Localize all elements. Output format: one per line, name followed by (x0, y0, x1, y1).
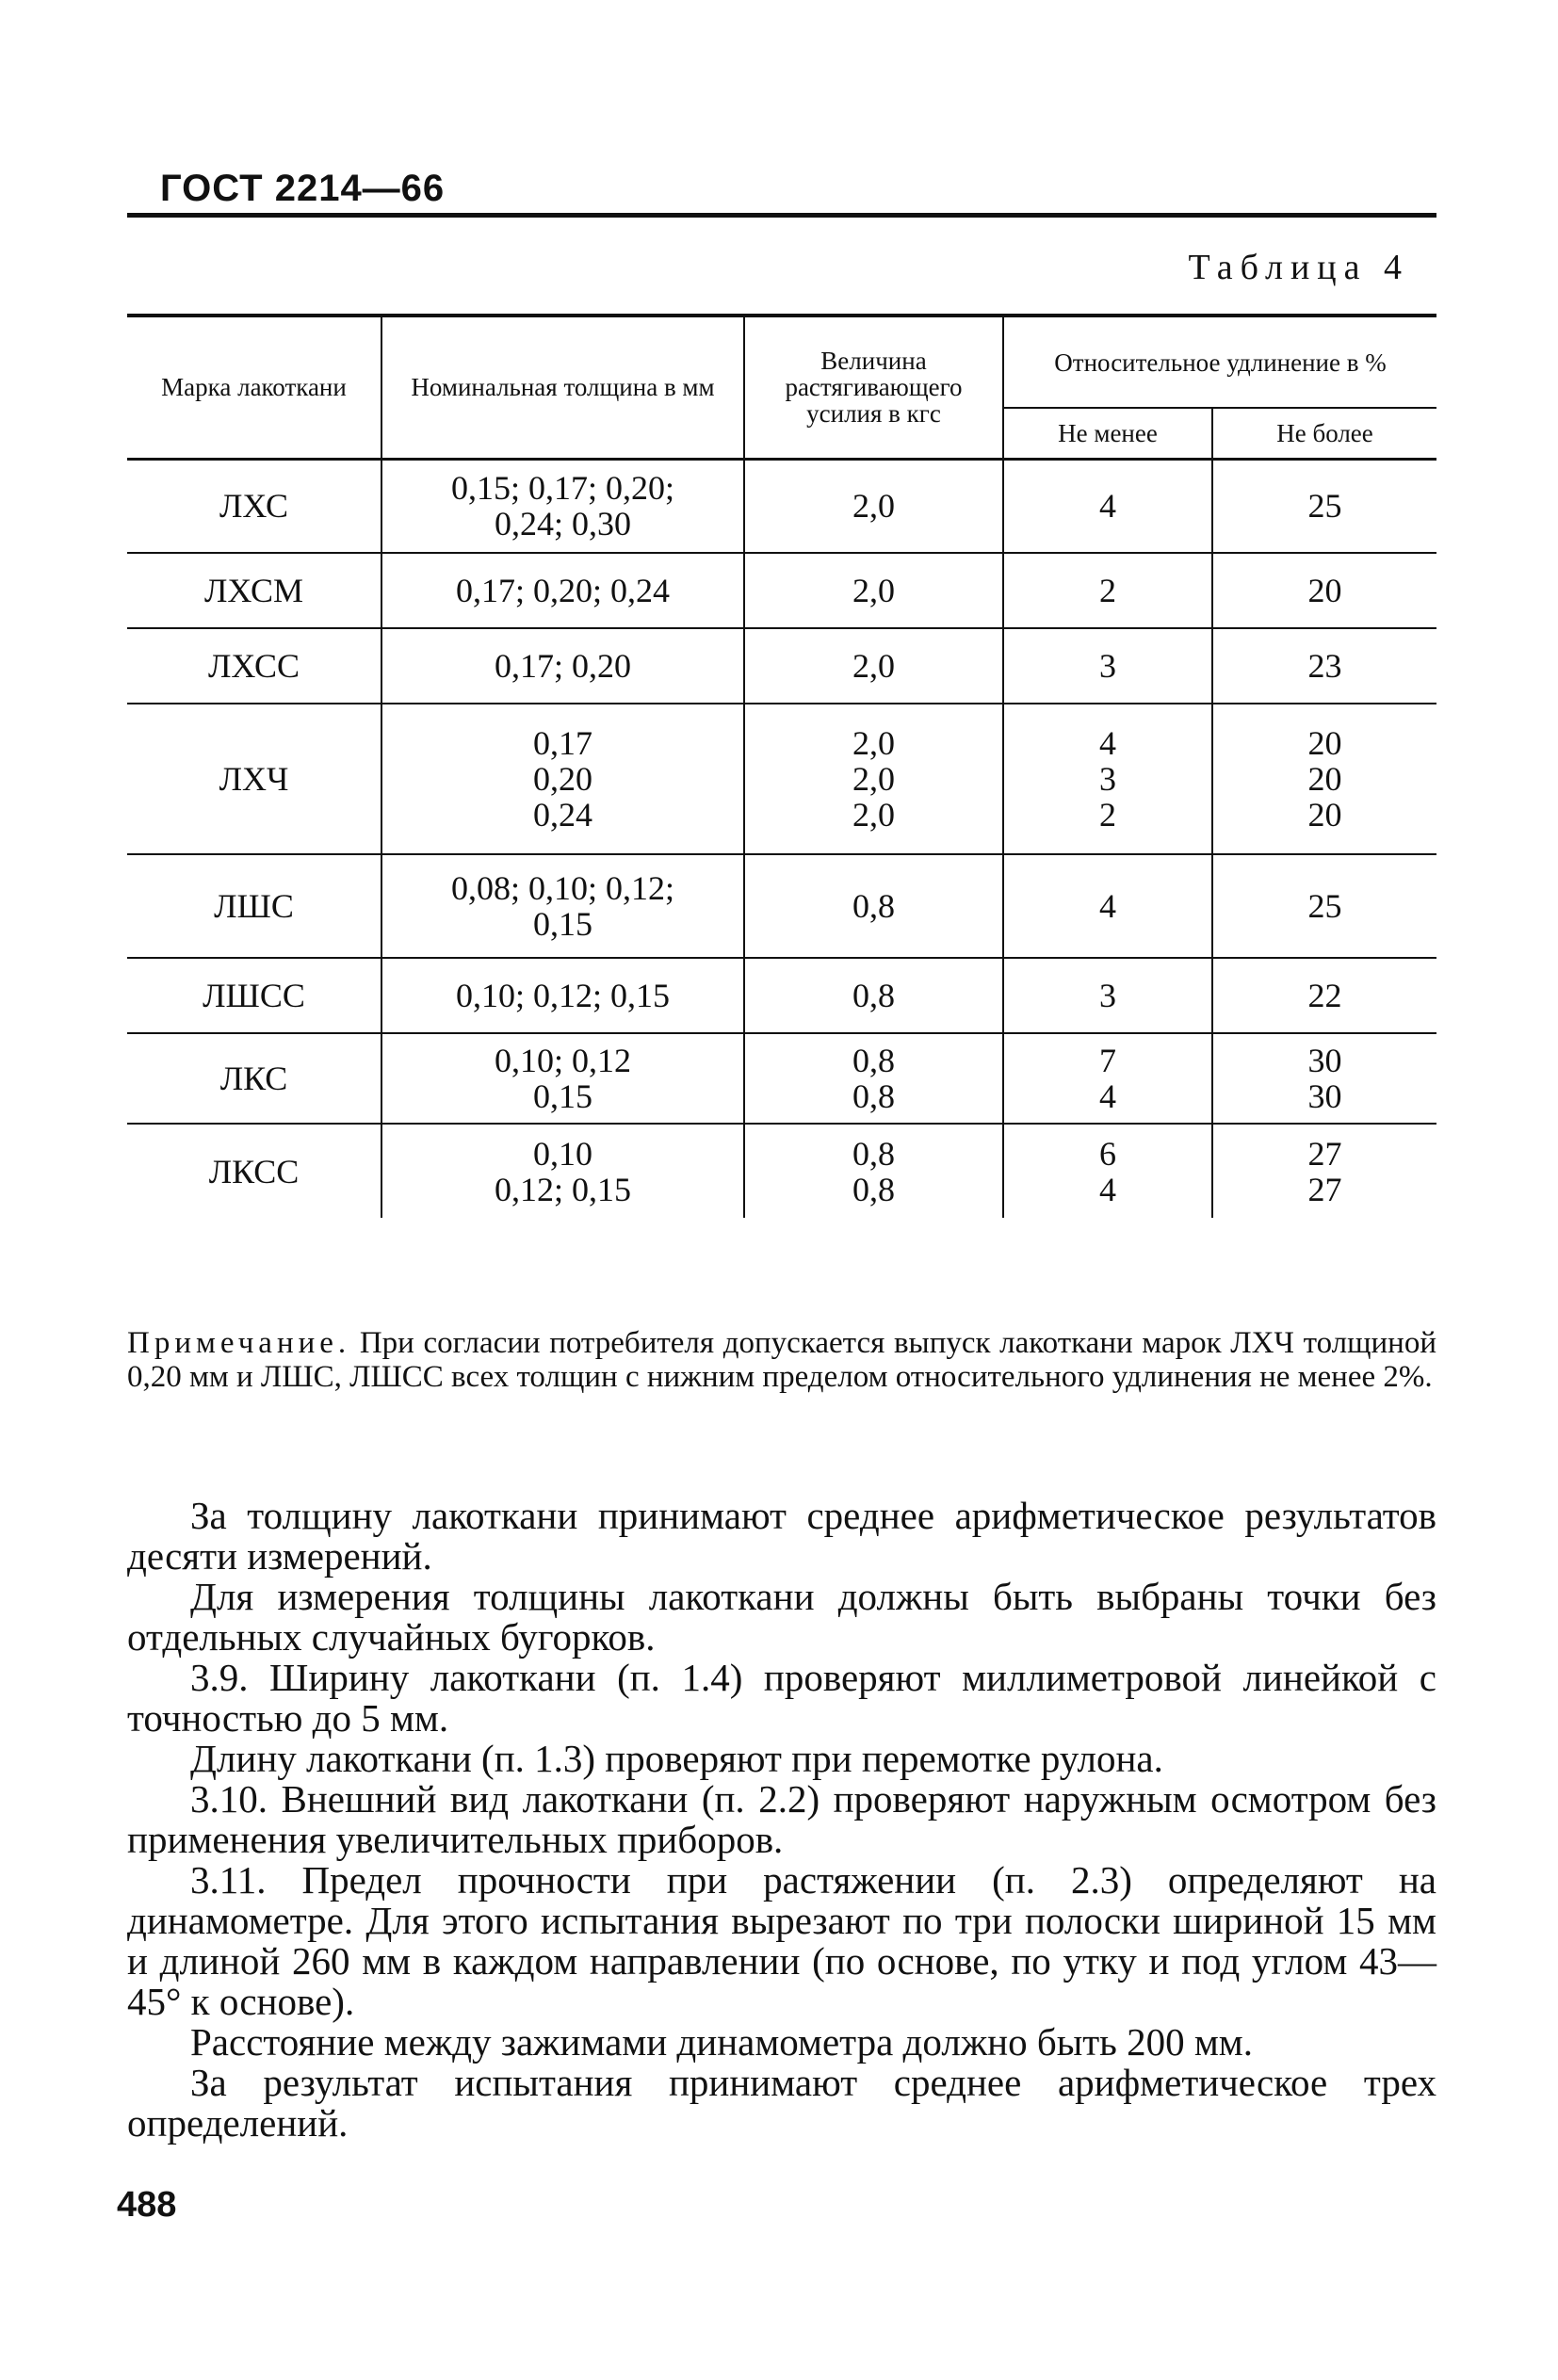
cell-force (744, 553, 1003, 628)
cell-force (744, 704, 1003, 854)
cell-thickness-line: 0,15; 0,17; 0,20; (450, 469, 674, 508)
cell-elongation-min-line: 2 (1099, 796, 1116, 834)
cell-force (744, 1033, 1003, 1124)
cell-force-line: 2,0 (852, 760, 895, 798)
cell-thickness-line: 0,24; 0,30 (494, 505, 631, 543)
cell-force-line: 2,0 (852, 796, 895, 834)
cell-force-line: 0,8 (852, 977, 895, 1014)
cell-thickness-line: 0,15 (533, 905, 592, 943)
cell-thickness-line: 0,10; 0,12; 0,15 (455, 977, 670, 1014)
cell-elongation-min-line: 4 (1099, 1077, 1116, 1115)
table-row (127, 704, 1436, 854)
note-label: Примечание. (127, 1326, 351, 1360)
cell-elongation-max-line: 30 (1307, 1077, 1342, 1115)
table-header (127, 316, 1436, 459)
cell-elongation-min-line: 4 (1099, 487, 1116, 526)
col-header-max: Не более (1212, 408, 1436, 459)
table-row (127, 1033, 1436, 1124)
paragraph: Для измерения толщины лакоткани должны быть выбраны точки без отдельных случайных бугорков. (127, 1575, 1436, 1659)
cell-elongation-min (1003, 459, 1212, 553)
cell-thickness (381, 553, 744, 628)
cell-elongation-max-line: 27 (1307, 1134, 1342, 1173)
cell-elongation-max-line: 27 (1307, 1170, 1342, 1208)
cell-thickness-line: 0,10 (533, 1134, 592, 1173)
cell-thickness (381, 628, 744, 704)
cell-elongation-max (1212, 1124, 1436, 1218)
cell-force-line: 0,8 (852, 887, 895, 925)
cell-grade: ЛКС (219, 1060, 288, 1097)
cell-elongation-min-line: 6 (1099, 1134, 1116, 1173)
cell-elongation-max-line: 30 (1307, 1042, 1342, 1079)
cell-elongation-min (1003, 854, 1212, 958)
cell-elongation-min-line: 4 (1099, 1170, 1116, 1208)
cell-elongation-max-line: 20 (1307, 572, 1342, 609)
cell-grade: ЛХС (219, 487, 289, 526)
cell-elongation-max-line: 20 (1307, 724, 1342, 762)
cell-elongation-min (1003, 553, 1212, 628)
table-row (127, 628, 1436, 704)
standard-number: ГОСТ 2214—66 (160, 168, 446, 209)
paragraph: Расстояние между зажимами динамометра должно быть 200 мм. (190, 2020, 1254, 2064)
cell-elongation-min-line: 2 (1099, 572, 1116, 609)
cell-grade: ЛШС (214, 887, 294, 925)
cell-thickness (381, 459, 744, 553)
cell-elongation-min-line: 3 (1099, 647, 1116, 685)
cell-elongation-min-line: 4 (1099, 887, 1116, 925)
cell-thickness (381, 704, 744, 854)
table-body (127, 459, 1436, 1218)
body-text (127, 1496, 1436, 2144)
cell-thickness (381, 958, 744, 1033)
paragraph: За толщину лакоткани принимают среднее арифметическое результатов десяти измерений. (127, 1494, 1436, 1578)
cell-thickness-line: 0,15 (533, 1077, 592, 1115)
cell-thickness-line: 0,17; 0,20 (494, 647, 631, 685)
cell-force-line: 2,0 (852, 487, 895, 526)
paragraph: 3.11. Предел прочности при растяжении (п. 2.3) определяют на динамометре. Для этого испытания вырезают по три полоски шириной 15 мм и длиной 260 мм в каждом направлении (по основе, по утку и под углом 43—45° к основе). (127, 1858, 1436, 2023)
cell-force-line: 2,0 (852, 572, 895, 609)
cell-thickness-line: 0,17 (533, 724, 592, 762)
cell-force (744, 1124, 1003, 1218)
note-text: При согласии потребителя допускается выпуск лакоткани марок ЛХЧ толщиной 0,20 мм и ЛШС, ЛШСС всех толщин с нижним пределом относительного удлинения не менее 2%. (127, 1326, 1436, 1394)
cell-elongation-min-line: 3 (1099, 760, 1116, 798)
table-note (127, 1326, 1436, 1394)
cell-thickness-line: 0,10; 0,12 (494, 1042, 631, 1079)
cell-elongation-max-line: 20 (1307, 796, 1342, 834)
cell-elongation-min-line: 7 (1099, 1042, 1116, 1079)
col-header-min: Не менее (1003, 408, 1212, 459)
cell-grade: ЛШСС (203, 977, 305, 1014)
cell-elongation-max-line: 23 (1307, 647, 1342, 685)
cell-elongation-max (1212, 459, 1436, 553)
cell-elongation-max-line: 25 (1307, 887, 1342, 925)
cell-grade: ЛХСМ (203, 572, 304, 609)
cell-force-line: 2,0 (852, 724, 895, 762)
cell-thickness-line: 0,12; 0,15 (494, 1170, 631, 1208)
col-header-force: Величина растягивающего усилия в кгс (744, 316, 1003, 459)
table-caption: Таблица 4 (1188, 248, 1409, 287)
table-row (127, 854, 1436, 958)
cell-elongation-max (1212, 704, 1436, 854)
paragraph: 3.10. Внешний вид лакоткани (п. 2.2) проверяют наружным осмотром без применения увеличительных приборов. (127, 1777, 1436, 1861)
header-rule (127, 213, 1436, 218)
cell-elongation-max (1212, 1033, 1436, 1124)
cell-elongation-max (1212, 553, 1436, 628)
cell-elongation-min-line: 3 (1099, 977, 1116, 1014)
paragraph: Длину лакоткани (п. 1.3) проверяют при перемотке рулона. (190, 1737, 1163, 1780)
paragraph: 3.9. Ширину лакоткани (п. 1.4) проверяют миллиметровой линейкой с точностью до 5 мм. (127, 1656, 1436, 1740)
cell-grade: ЛХСС (207, 647, 300, 685)
table-row (127, 553, 1436, 628)
cell-thickness (381, 1033, 744, 1124)
page-number: 488 (117, 2185, 177, 2225)
cell-force (744, 958, 1003, 1033)
cell-thickness (381, 854, 744, 958)
cell-grade: ЛХЧ (219, 760, 289, 798)
cell-elongation-max-line: 20 (1307, 760, 1342, 798)
cell-elongation-max-line: 25 (1307, 487, 1342, 526)
cell-force (744, 459, 1003, 553)
cell-elongation-min (1003, 628, 1212, 704)
col-header-elongation: Относительное удлинение в % (1003, 316, 1436, 408)
col-header-grade: Марка лакоткани (127, 316, 381, 459)
cell-thickness (381, 1124, 744, 1218)
cell-thickness-line: 0,20 (533, 760, 592, 798)
table-row (127, 1124, 1436, 1218)
cell-elongation-min (1003, 958, 1212, 1033)
cell-grade: ЛКСС (208, 1152, 300, 1190)
cell-elongation-min-line: 4 (1099, 724, 1116, 762)
cell-elongation-min (1003, 1033, 1212, 1124)
cell-elongation-max (1212, 628, 1436, 704)
cell-force (744, 628, 1003, 704)
paragraph: За результат испытания принимают среднее арифметическое трех определений. (127, 2061, 1436, 2145)
cell-force-line: 0,8 (852, 1134, 895, 1173)
table-row (127, 958, 1436, 1033)
cell-thickness-line: 0,08; 0,10; 0,12; (450, 869, 674, 907)
cell-force-line: 0,8 (852, 1042, 895, 1079)
cell-elongation-min (1003, 1124, 1212, 1218)
cell-force-line: 0,8 (852, 1077, 895, 1115)
cell-elongation-min (1003, 704, 1212, 854)
cell-force-line: 2,0 (852, 647, 895, 685)
cell-force (744, 854, 1003, 958)
cell-elongation-max-line: 22 (1307, 977, 1342, 1014)
col-header-thickness: Номинальная толщина в мм (381, 316, 744, 459)
cell-thickness-line: 0,17; 0,20; 0,24 (455, 572, 670, 609)
cell-thickness-line: 0,24 (533, 796, 592, 834)
cell-force-line: 0,8 (852, 1170, 895, 1208)
table-row (127, 459, 1436, 553)
cell-elongation-max (1212, 958, 1436, 1033)
specs-table (127, 314, 1436, 1218)
cell-elongation-max (1212, 854, 1436, 958)
